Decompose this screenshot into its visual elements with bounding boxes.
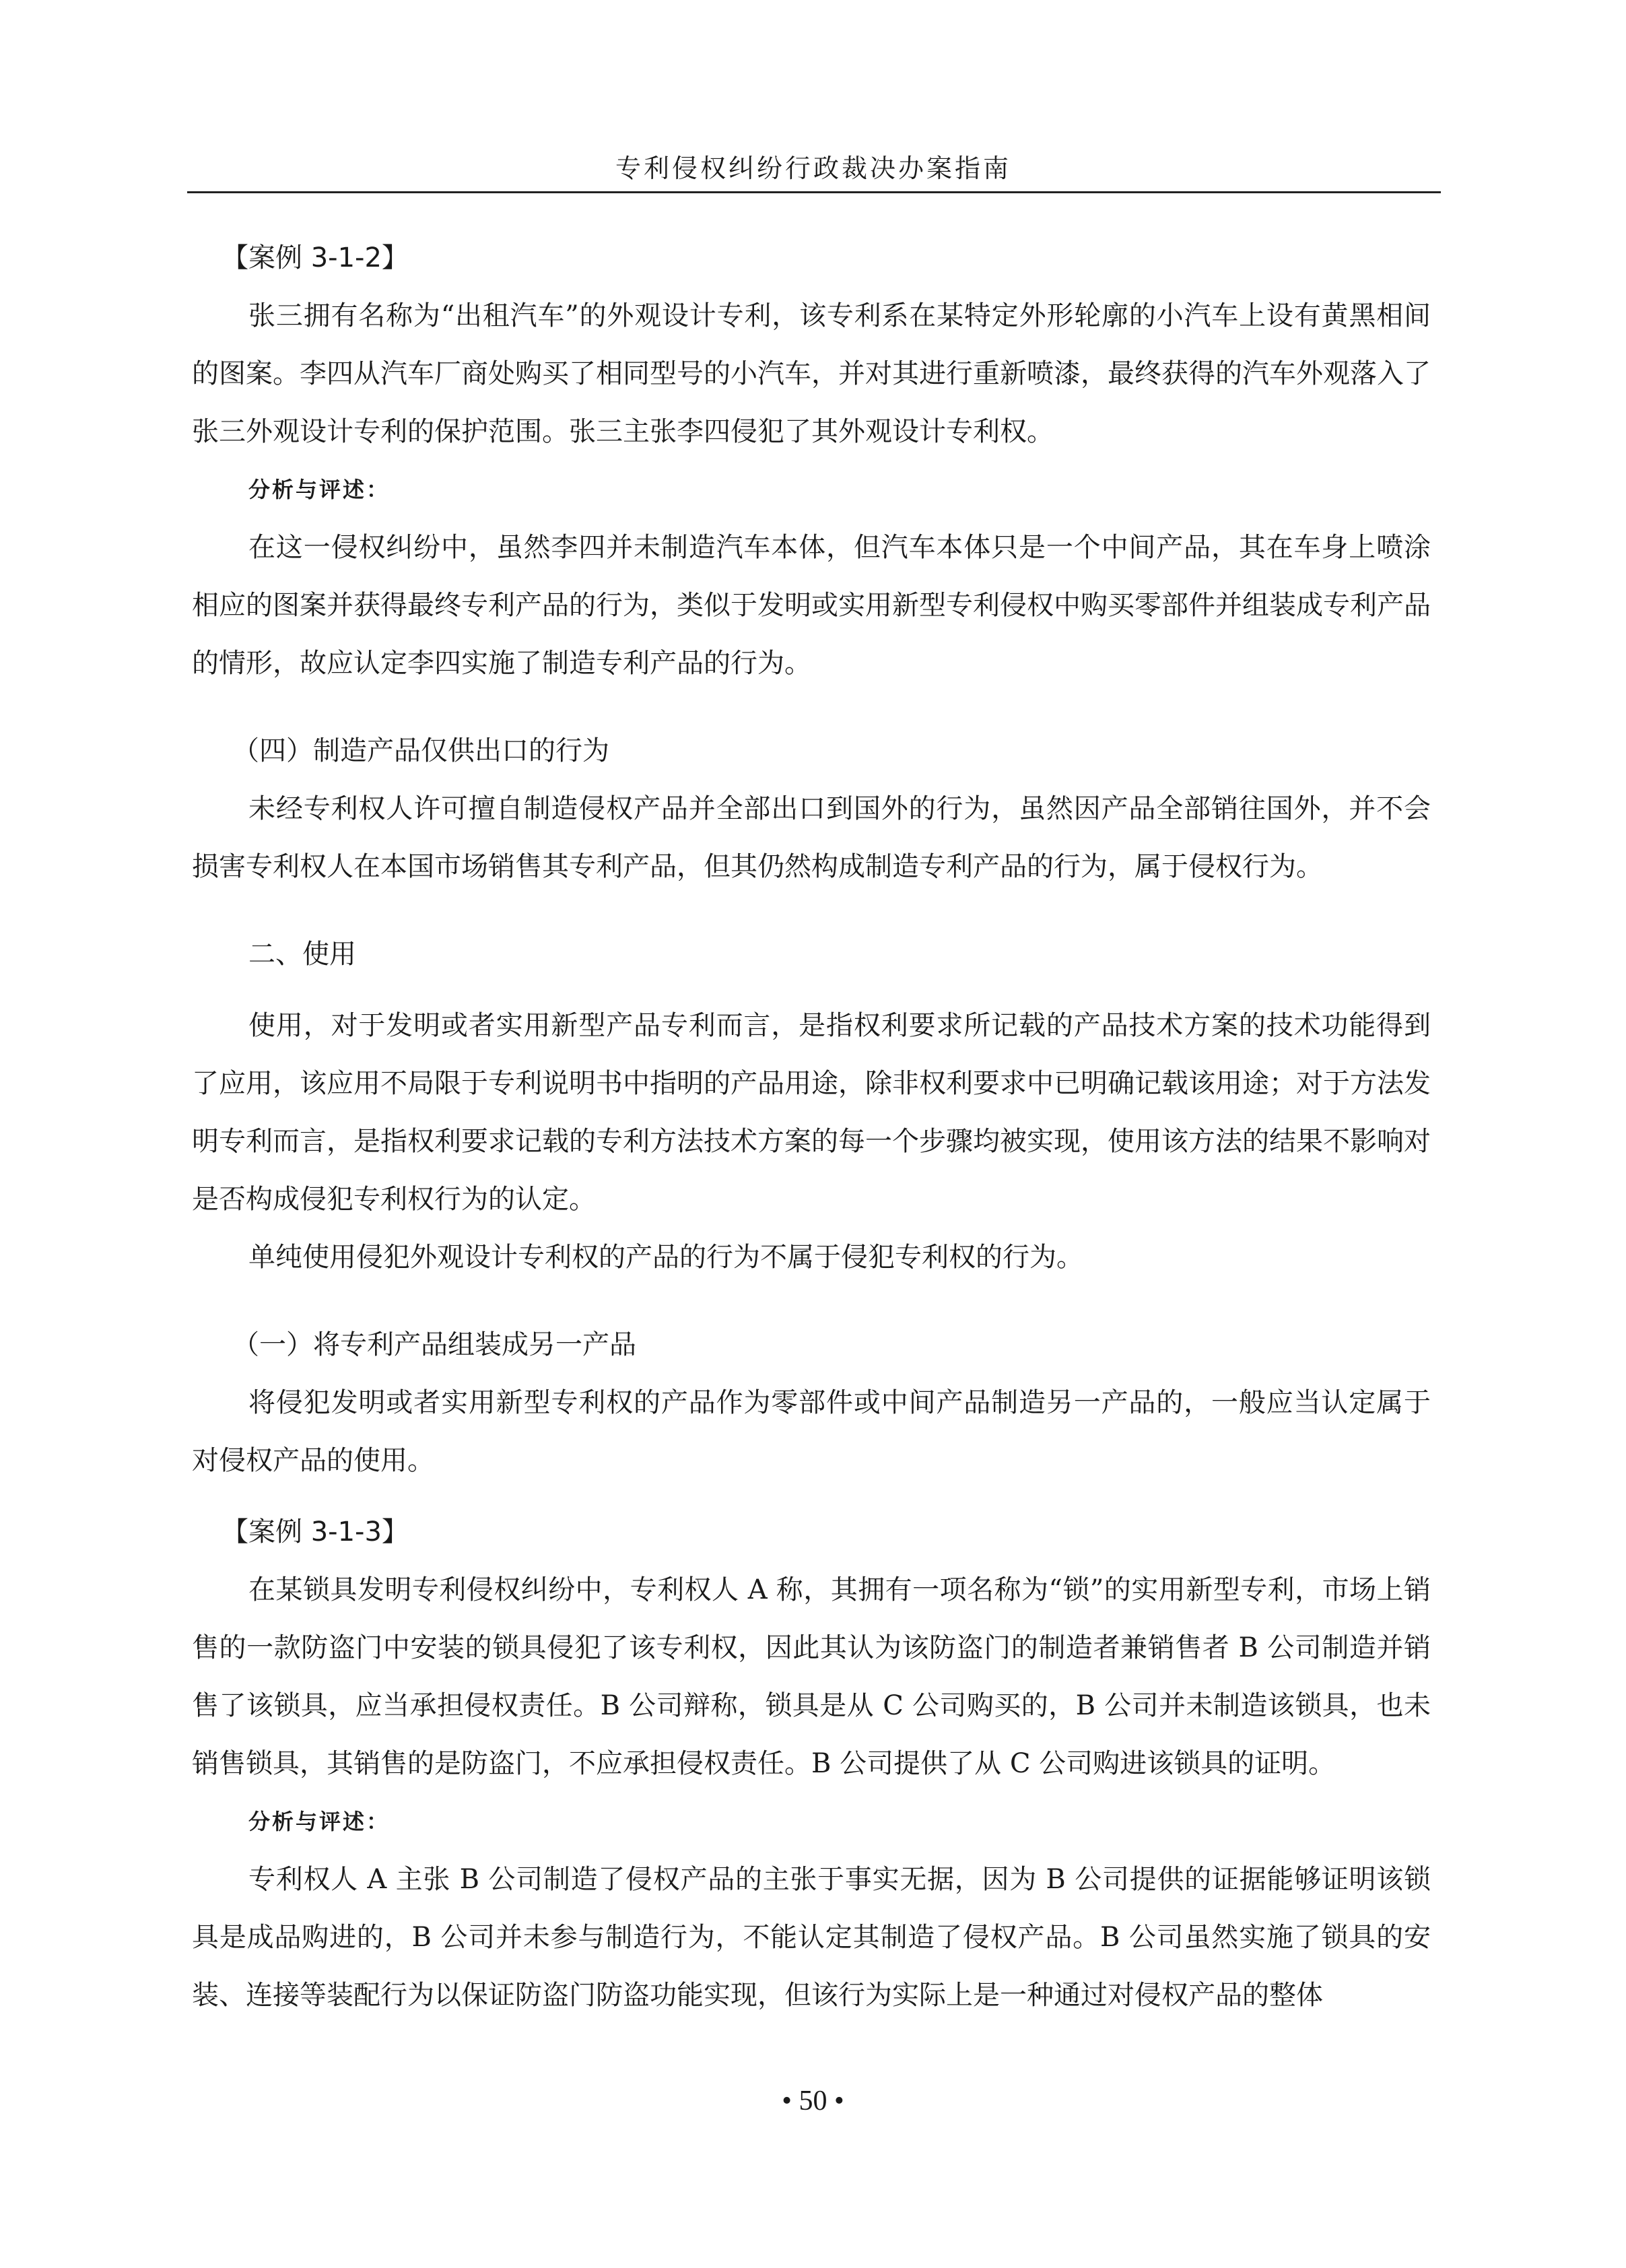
case-3-1-2-analysis: 在这一侵权纠纷中，虽然李四并未制造汽车本体，但汽车本体只是一个中间产品，其在车身上喷涂相应的图案并获得最终专利产品的行为，类似于发明或实用新型专利侵权中购买零部件并组装成专利产品的情形，故应认定李四实施了制造专利产品的行为。 <box>192 532 1431 679</box>
case-label-3-1-3: 【案例 3-1-3】 <box>222 1516 409 1547</box>
case-label-3-1-2: 【案例 3-1-2】 <box>222 242 409 273</box>
running-header: 专利侵权纠纷行政裁决办案指南 <box>615 154 1011 183</box>
assembly-paragraph: 将侵犯发明或者实用新型专利权的产品作为零部件或中间产品制造另一产品的，一般应当认定属于对侵权产品的使用。 <box>192 1387 1431 1476</box>
page-body <box>192 229 1431 2024</box>
export-paragraph: 未经专利权人许可擅自制造侵权产品并全部出口到国外的行为，虽然因产品全部销往国外，并不会损害专利权人在本国市场销售其专利产品，但其仍然构成制造专利产品的行为，属于侵权行为。 <box>192 793 1431 882</box>
use-paragraph-2: 单纯使用侵犯外观设计专利权的产品的行为不属于侵犯专利权的行为。 <box>248 1242 1083 1273</box>
case-3-1-2-paragraph: 张三拥有名称为“出租汽车”的外观设计专利，该专利系在某特定外形轮廓的小汽车上设有黄黑相间的图案。李四从汽车厂商处购买了相同型号的小汽车，并对其进行重新喷漆，最终获得的汽车外观落入了张三外观设计专利的保护范围。张三主张李四侵犯了其外观设计专利权。 <box>192 300 1431 447</box>
analysis-label: 分析与评述： <box>248 477 391 502</box>
spacer <box>192 896 1431 925</box>
use-paragraph-1: 使用，对于发明或者实用新型产品专利而言，是指权利要求所记载的产品技术方案的技术功能得到了应用，该应用不局限于专利说明书中指明的产品用途，除非权利要求中已明确记载该用途；对于方法发明专利而言，是指权利要求记载的专利方法技术方案的每一个步骤均被实现，使用该方法的结果不影响对是否构成侵犯专利权行为的认定。 <box>192 1010 1431 1215</box>
analysis-label: 分析与评述： <box>248 1809 391 1834</box>
subheading-export: （四）制造产品仅供出口的行为 <box>232 735 609 766</box>
spacer <box>192 692 1431 722</box>
section-heading-use: 二、使用 <box>248 939 356 970</box>
spacer <box>192 1490 1431 1503</box>
subheading-assembly: （一）将专利产品组装成另一产品 <box>232 1329 636 1360</box>
spacer <box>192 983 1431 997</box>
case-3-1-3-paragraph: 在某锁具发明专利侵权纠纷中，专利权人 A 称，其拥有一项名称为“锁”的实用新型专利，市场上销售的一款防盗门中安装的锁具侵犯了该专利权，因此其认为该防盗门的制造者兼销售者 B 公司制造并销售了该锁具，应当承担侵权责任。B 公司辩称，锁具是从 C 公司购买的，B 公司并未制造该锁具，也未销售锁具，其销售的是防盗门，不应承担侵权责任。B 公司提供了从 C 公司购进该锁具的证明。 <box>192 1574 1431 1779</box>
case-3-1-3-analysis: 专利权人 A 主张 B 公司制造了侵权产品的主张于事实无据，因为 B 公司提供的证据能够证明该锁具是成品购进的，B 公司并未参与制造行为，不能认定其制造了侵权产品。B 公司虽然实施了锁具的安装、连接等装配行为以保证防盗门防盗功能实现，但该行为实际上是一种通过对侵权产品的整体 <box>192 1864 1431 2011</box>
header-rule <box>187 191 1441 193</box>
spacer <box>192 1286 1431 1316</box>
page-number: • 50 • <box>782 2086 844 2116</box>
